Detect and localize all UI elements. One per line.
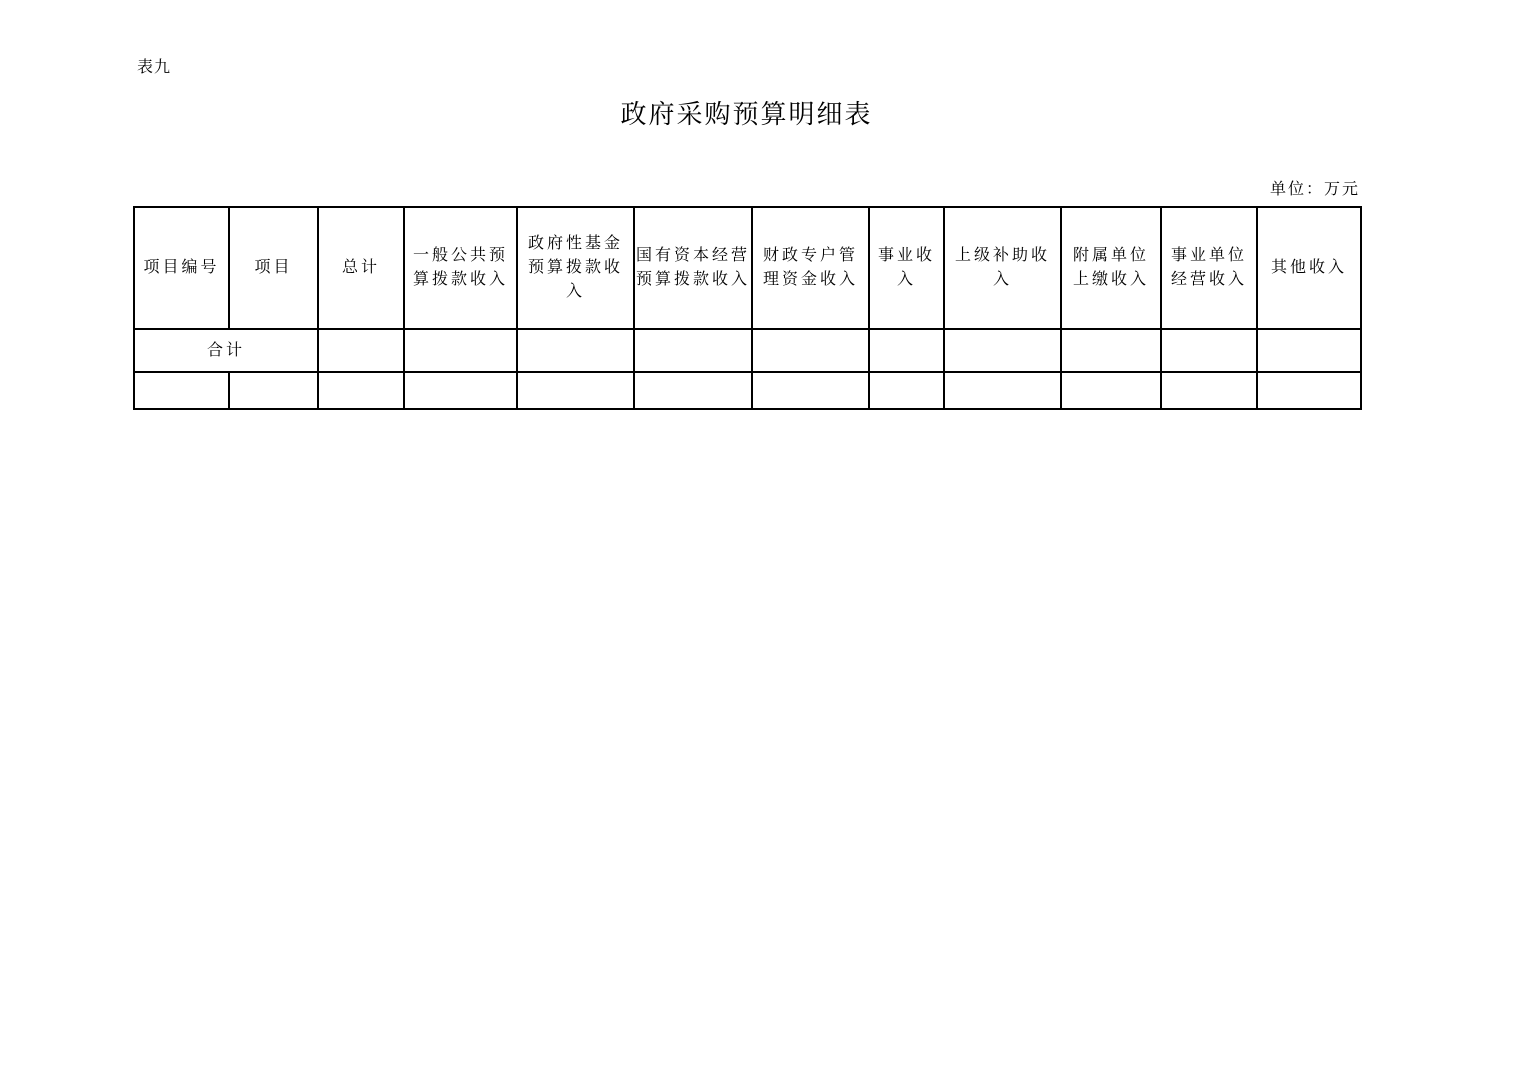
blank-row-cell [404, 372, 517, 409]
header-label-line: 上级补助收 [954, 247, 1050, 264]
column-header-project-code [134, 207, 229, 329]
header-label-line: 预算拨款收 [527, 259, 623, 276]
header-label-line: 入 [896, 271, 916, 288]
total-row-label-cell: 合计 [134, 329, 318, 372]
table-header-row [134, 207, 1361, 329]
header-label-line: 国有资本经营 [635, 247, 750, 264]
procurement-budget-table [133, 206, 1362, 410]
blank-row-cell [1161, 372, 1257, 409]
column-header-state-capital-budget-income [634, 207, 752, 329]
header-label-line: 理资金收入 [762, 271, 858, 288]
column-header-other-income [1257, 207, 1361, 329]
column-header-grand-total [318, 207, 404, 329]
header-label-line: 事业单位 [1170, 247, 1247, 264]
sheet-number-label: 表九 [137, 59, 172, 76]
header-label-line: 其他收入 [1270, 259, 1347, 276]
column-header-project [229, 207, 318, 329]
blank-row-cell [752, 372, 869, 409]
header-label-line: 事业收 [877, 247, 935, 264]
header-label-line: 预算拨款收入 [635, 271, 750, 288]
blank-row-cell [1257, 372, 1361, 409]
total-row-cell [1161, 329, 1257, 372]
header-label-line: 项目编号 [143, 259, 220, 276]
total-row-cell [517, 329, 634, 372]
blank-row-cell [869, 372, 944, 409]
header-label-line: 算拨款收入 [412, 271, 508, 288]
total-row-cell [1061, 329, 1161, 372]
header-label-line: 财政专户管 [762, 247, 858, 264]
header-label-line: 项目 [254, 259, 293, 276]
total-row-cell [404, 329, 517, 372]
total-row-cell [752, 329, 869, 372]
header-label-line: 上缴收入 [1072, 271, 1149, 288]
total-row-cell [634, 329, 752, 372]
column-header-government-fund-budget-income [517, 207, 634, 329]
header-label-line: 入 [565, 283, 585, 300]
total-row-cell [869, 329, 944, 372]
blank-row-cell [318, 372, 404, 409]
header-label-line: 附属单位 [1072, 247, 1149, 264]
column-header-institutional-income [869, 207, 944, 329]
blank-row-cell [944, 372, 1061, 409]
page-title: 政府采购预算明细表 [620, 100, 873, 129]
header-label-line: 一般公共预 [412, 247, 508, 264]
blank-data-row [134, 372, 1361, 409]
total-row-cell [318, 329, 404, 372]
column-header-general-public-budget-income [404, 207, 517, 329]
blank-row-cell [517, 372, 634, 409]
header-label-line: 经营收入 [1170, 271, 1247, 288]
unit-label: 单位：万元 [1269, 181, 1360, 198]
column-header-affiliated-unit-remittance-income [1061, 207, 1161, 329]
header-label-line: 政府性基金 [527, 235, 623, 252]
blank-row-cell [1061, 372, 1161, 409]
total-row-cell [944, 329, 1061, 372]
total-row-cell [1257, 329, 1361, 372]
header-label-line: 入 [992, 271, 1012, 288]
blank-row-cell [634, 372, 752, 409]
header-label-line: 总计 [341, 259, 380, 276]
blank-row-cell [134, 372, 229, 409]
column-header-fiscal-special-account-income [752, 207, 869, 329]
column-header-superior-subsidy-income [944, 207, 1061, 329]
column-header-institution-operating-income [1161, 207, 1257, 329]
total-row [134, 329, 1361, 372]
blank-row-cell [229, 372, 318, 409]
